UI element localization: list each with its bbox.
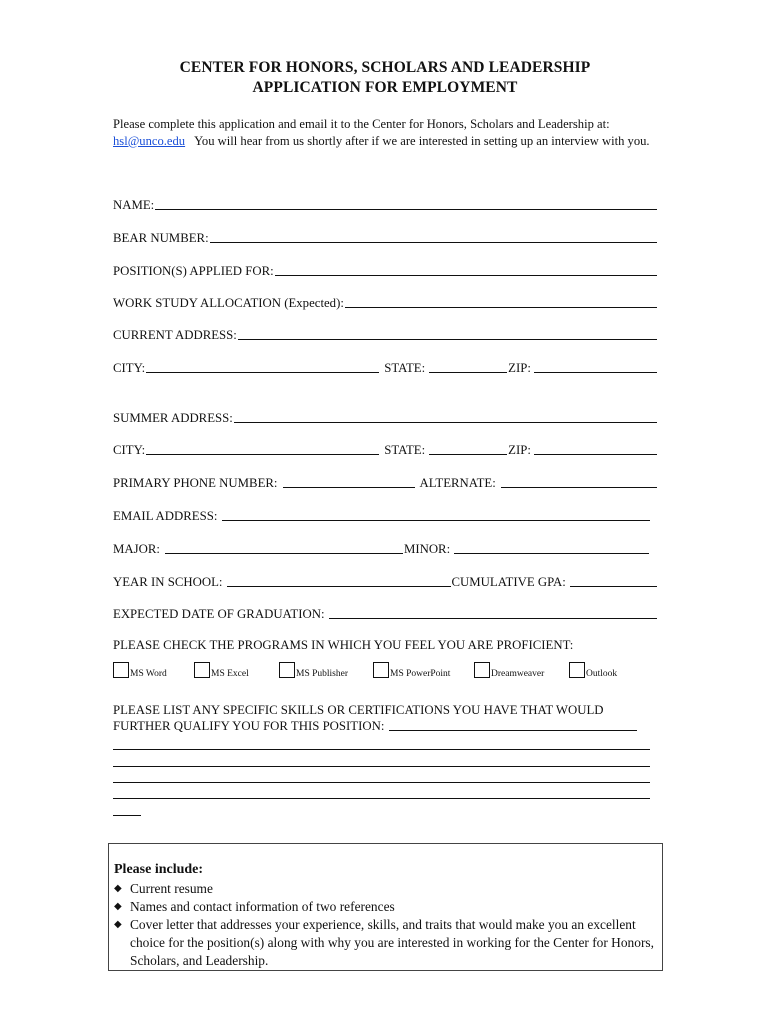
program-option[interactable] [113, 662, 167, 678]
checkbox[interactable] [474, 662, 490, 678]
program-label: MS Word [130, 669, 167, 679]
please-include-list [114, 880, 654, 970]
list-item [114, 880, 654, 898]
program-option[interactable] [194, 662, 249, 678]
work-study-row [113, 293, 658, 311]
state-field[interactable] [429, 360, 507, 373]
list-item-text: Cover letter that addresses your experience, skills, and traits that would make you an excellent choice for the position(s) along with why you are interested in working for the Center for Honors, Scholars, and Leadership. [130, 917, 654, 968]
program-label: MS Publisher [296, 669, 348, 679]
zip-field[interactable] [534, 360, 657, 373]
state-field[interactable] [429, 442, 507, 455]
bear-number-row [113, 228, 658, 246]
list-item [114, 898, 654, 916]
list-item-text: Current resume [130, 881, 213, 896]
summer-city-row [113, 440, 658, 458]
work-study-field[interactable] [345, 295, 657, 308]
bear-number-field[interactable] [210, 230, 657, 243]
email-row [113, 506, 651, 524]
name-row [113, 195, 658, 213]
name-label: NAME: [113, 198, 155, 212]
expected-graduation-field[interactable] [329, 606, 658, 619]
current-address-row [113, 325, 658, 343]
skills-line[interactable] [113, 782, 650, 783]
minor-field[interactable] [454, 541, 649, 554]
alternate-label: ALTERNATE: [419, 476, 496, 490]
major-label: MAJOR: [113, 542, 160, 556]
city-label: CITY: [113, 443, 146, 457]
city-field[interactable] [146, 360, 379, 373]
email-link[interactable]: hsl@unco.edu [113, 133, 186, 148]
email-address-label: EMAIL ADDRESS: [113, 509, 218, 523]
diamond-bullet-icon: ◆ [114, 919, 122, 930]
alternate-phone-field[interactable] [501, 475, 657, 488]
checkbox[interactable] [373, 662, 389, 678]
current-city-row [113, 358, 658, 376]
list-item [114, 916, 654, 970]
skills-prompt-line2: FURTHER QUALIFY YOU FOR THIS POSITION: [113, 719, 385, 733]
please-include-box [108, 843, 663, 971]
positions-field[interactable] [275, 263, 657, 276]
work-study-label: WORK STUDY ALLOCATION (Expected): [113, 296, 344, 310]
skills-field[interactable] [389, 718, 637, 731]
expected-graduation-label: EXPECTED DATE OF GRADUATION: [113, 607, 325, 621]
list-item-text: Names and contact information of two references [130, 899, 395, 914]
programs-checkbox-group [113, 662, 673, 682]
name-field[interactable] [155, 197, 657, 210]
skills-prompt-line1: PLEASE LIST ANY SPECIFIC SKILLS OR CERTIFICATIONS YOU HAVE THAT WOULD [113, 703, 604, 717]
zip-label: ZIP: [508, 361, 531, 375]
current-address-field[interactable] [238, 327, 657, 340]
skills-line[interactable] [113, 798, 650, 799]
state-label: STATE: [384, 361, 426, 375]
intro-paragraph [113, 116, 673, 149]
state-label: STATE: [384, 443, 426, 457]
year-row [113, 572, 658, 590]
form-subtitle: APPLICATION FOR EMPLOYMENT [252, 79, 518, 96]
year-in-school-label: YEAR IN SCHOOL: [113, 575, 223, 589]
minor-label: MINOR: [403, 542, 451, 556]
phone-row [113, 473, 658, 491]
intro-text-after: You will hear from us shortly after if we are interested in setting up an interview with you. [194, 133, 650, 148]
cumulative-gpa-field[interactable] [570, 574, 657, 587]
checkbox[interactable] [279, 662, 295, 678]
programs-heading: PLEASE CHECK THE PROGRAMS IN WHICH YOU FEEL YOU ARE PROFICIENT: [113, 638, 574, 652]
email-address-field[interactable] [222, 508, 650, 521]
major-field[interactable] [165, 541, 403, 554]
current-address-label: CURRENT ADDRESS: [113, 328, 237, 342]
program-option[interactable] [569, 662, 617, 678]
year-in-school-field[interactable] [227, 574, 451, 587]
program-label: Dreamweaver [491, 669, 545, 679]
summer-address-field[interactable] [234, 410, 657, 423]
cumulative-gpa-label: CUMULATIVE GPA: [451, 575, 566, 589]
program-label: Outlook [586, 669, 618, 679]
summer-address-row [113, 408, 658, 426]
zip-label: ZIP: [508, 443, 531, 457]
zip-field[interactable] [534, 442, 657, 455]
graduation-row [113, 604, 658, 622]
diamond-bullet-icon: ◆ [114, 901, 122, 912]
major-row [113, 539, 650, 557]
city-field[interactable] [146, 442, 379, 455]
form-title: CENTER FOR HONORS, SCHOLARS AND LEADERSHIP [179, 59, 591, 76]
skills-line[interactable] [113, 766, 650, 767]
primary-phone-label: PRIMARY PHONE NUMBER: [113, 476, 278, 490]
program-label: MS Excel [211, 669, 249, 679]
please-include-heading: Please include: [114, 862, 204, 877]
checkbox[interactable] [194, 662, 210, 678]
checkbox[interactable] [113, 662, 129, 678]
positions-row [113, 261, 658, 279]
city-label: CITY: [113, 361, 146, 375]
primary-phone-field[interactable] [283, 475, 415, 488]
diamond-bullet-icon: ◆ [114, 883, 122, 894]
program-option[interactable] [279, 662, 348, 678]
skills-line[interactable] [113, 815, 141, 816]
intro-text: Please complete this application and email it to the Center for Honors, Scholars and Leadership at: [113, 117, 610, 131]
program-label: MS PowerPoint [390, 669, 451, 679]
program-option[interactable] [474, 662, 544, 678]
summer-address-label: SUMMER ADDRESS: [113, 411, 233, 425]
program-option[interactable] [373, 662, 450, 678]
positions-label: POSITION(S) APPLIED FOR: [113, 264, 274, 278]
skills-line[interactable] [113, 749, 650, 750]
bear-number-label: BEAR NUMBER: [113, 231, 209, 245]
checkbox[interactable] [569, 662, 585, 678]
skills-row [113, 716, 638, 734]
